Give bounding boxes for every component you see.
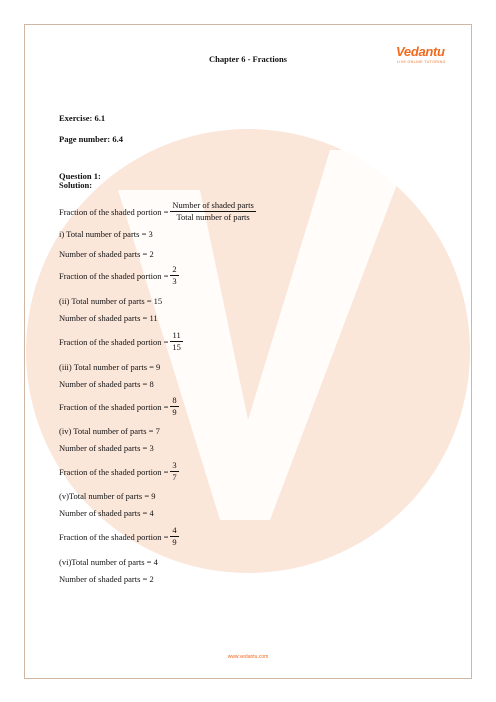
formula-fraction: [170, 201, 255, 222]
part-5-denominator: 9: [172, 537, 177, 547]
formula-label: Fraction of the shaded portion =: [59, 206, 169, 217]
question-heading: Question 1:: [59, 171, 101, 181]
formula-row: [59, 201, 256, 222]
part-6-total: (vi)Total number of parts = 4: [59, 557, 158, 567]
part-4-total: (iv) Total number of parts = 7: [59, 426, 160, 436]
solution-heading: Solution:: [59, 180, 93, 190]
logo-text: Vedantu: [396, 44, 445, 59]
part-3-total: (iii) Total number of parts = 9: [59, 362, 161, 372]
part-1-denominator: 3: [172, 276, 177, 286]
part-4-shaded: Number of shaded parts = 3: [59, 443, 154, 453]
logo-tagline: LIVE ONLINE TUTORING: [397, 60, 446, 64]
part-5-fraction-label: Fraction of the shaded portion =: [59, 531, 169, 542]
part-2-denominator: 15: [172, 342, 181, 352]
part-5-numerator: 4: [172, 525, 177, 535]
part-5-total: (v)Total number of parts = 9: [59, 491, 156, 501]
part-2-fraction-label: Fraction of the shaded portion =: [59, 336, 169, 347]
exercise-heading: Exercise: 6.1: [59, 113, 106, 123]
part-6-shaded: Number of shaded parts = 2: [59, 574, 154, 584]
part-4-numerator: 3: [172, 460, 177, 470]
part-2-fraction: [170, 331, 183, 352]
footer-link[interactable]: www.vedantu.com: [227, 654, 269, 660]
part-3-denominator: 9: [172, 407, 177, 417]
vedantu-logo: [396, 44, 456, 68]
page-number: Page number: 6.4: [59, 134, 123, 144]
part-1-numerator: 2: [172, 264, 177, 274]
part-2-numerator: 11: [170, 331, 183, 342]
part-5-shaded: Number of shaded parts = 4: [59, 508, 154, 518]
part-2-fraction-row: [59, 331, 183, 352]
part-4-fraction-label: Fraction of the shaded portion =: [59, 466, 169, 477]
part-4-fraction: [170, 461, 178, 482]
formula-numerator: Number of shaded parts: [172, 200, 254, 210]
part-3-numerator: 8: [172, 395, 177, 405]
part-1-fraction: [170, 265, 178, 286]
part-1-total: i) Total number of parts = 3: [59, 229, 153, 239]
page-title: Chapter 6 - Fractions: [209, 54, 287, 64]
formula-denominator: Total number of parts: [176, 212, 250, 222]
part-1-fraction-label: Fraction of the shaded portion =: [59, 270, 169, 281]
part-2-total: (ii) Total number of parts = 15: [59, 296, 163, 306]
part-4-denominator: 7: [172, 472, 177, 482]
part-3-shaded: Number of shaded parts = 8: [59, 379, 154, 389]
part-2-shaded: Number of shaded parts = 11: [59, 313, 158, 323]
part-3-fraction-label: Fraction of the shaded portion =: [59, 401, 169, 412]
part-1-fraction-row: [59, 265, 179, 286]
part-3-fraction: [170, 396, 178, 417]
part-5-fraction-row: [59, 526, 179, 547]
part-1-shaded: Number of shaded parts = 2: [59, 249, 154, 259]
part-4-fraction-row: [59, 461, 179, 482]
part-3-fraction-row: [59, 396, 179, 417]
part-5-fraction: [170, 526, 178, 547]
